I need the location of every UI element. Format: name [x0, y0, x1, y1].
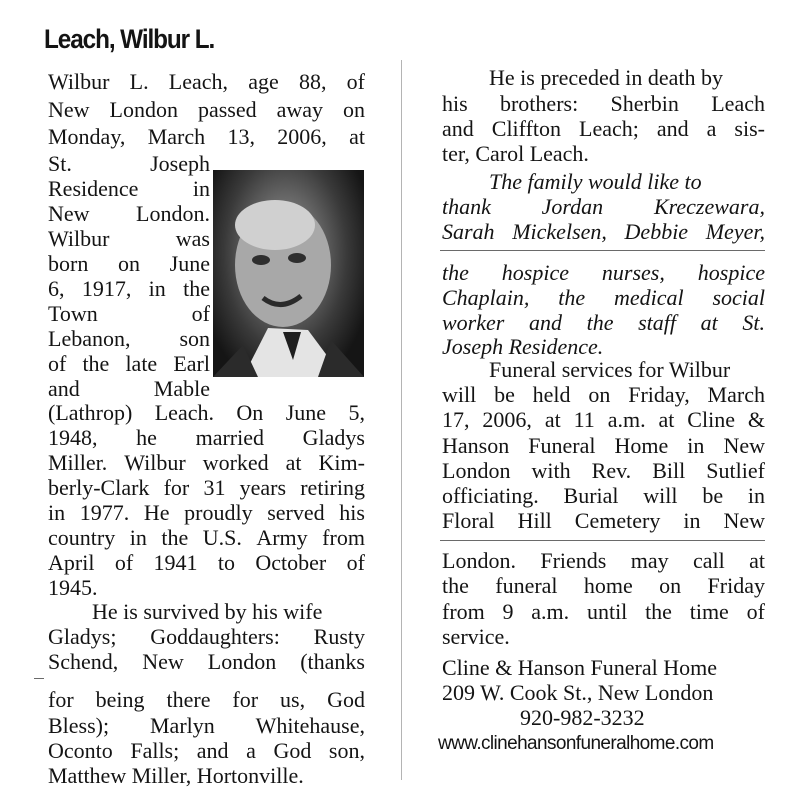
text-line: Town of — [48, 301, 210, 326]
text-line: of the late Earl — [48, 351, 210, 376]
text-line: New London passed away on — [48, 97, 365, 122]
text-line: Bless); Marlyn Whitehause, — [48, 713, 365, 738]
text-line: He is preceded in death by — [489, 65, 723, 90]
text-line: 17, 2006, at 11 a.m. at Cline & — [442, 407, 765, 432]
text-line: Funeral services for Wilbur — [489, 357, 731, 382]
text-line: 1948, he married Gladys — [48, 425, 365, 450]
text-line: the hospice nurses, hospice — [442, 260, 765, 285]
text-line: 1945. — [48, 575, 98, 600]
column-break-mark — [34, 678, 44, 679]
column-break-rule — [440, 540, 765, 541]
text-line: for being there for us, God — [48, 687, 365, 712]
funeral-home-address: 209 W. Cook St., New London — [442, 680, 714, 705]
funeral-home-website: www.clinehansonfuneralhome.com — [438, 733, 714, 754]
text-line: and Mable — [48, 376, 210, 401]
text-line: London. Friends may call at — [442, 548, 765, 573]
obituary-heading: Leach, Wilbur L. — [44, 24, 215, 54]
text-line: Residence in — [48, 176, 210, 201]
text-line: St. Joseph — [48, 151, 210, 176]
text-line: service. — [442, 624, 510, 649]
text-line: Schend, New London (thanks — [48, 649, 365, 674]
text-line: Hanson Funeral Home in New — [442, 433, 765, 458]
text-line: Joseph Residence. — [442, 334, 604, 359]
text-line: ter, Carol Leach. — [442, 141, 589, 166]
text-line: berly-Clark for 31 years retiring — [48, 475, 365, 500]
column-divider — [401, 60, 402, 780]
text-line: Floral Hill Cemetery in New — [442, 508, 765, 533]
text-line: thank Jordan Kreczewara, — [442, 194, 765, 219]
text-line: Lebanon, son — [48, 326, 210, 351]
text-line: Chaplain, the medical social — [442, 285, 765, 310]
column-break-rule — [440, 250, 765, 251]
funeral-home-phone: 920-982-3232 — [520, 705, 645, 730]
text-line: the funeral home on Friday — [442, 573, 765, 598]
text-line: The family would like to — [489, 169, 702, 194]
portrait-photo — [213, 170, 364, 377]
text-line: April of 1941 to October of — [48, 550, 365, 575]
text-line: country in the U.S. Army from — [48, 525, 365, 550]
text-line: worker and the staff at St. — [442, 310, 765, 335]
text-line: Miller. Wilbur worked at Kim- — [48, 450, 365, 475]
text-line: Oconto Falls; and a God son, — [48, 738, 365, 763]
text-line: London with Rev. Bill Sutlief — [442, 458, 765, 483]
text-line: Matthew Miller, Hortonville. — [48, 763, 304, 788]
text-line: born on June — [48, 251, 210, 276]
text-line: (Lathrop) Leach. On June 5, — [48, 400, 365, 425]
text-line: Sarah Mickelsen, Debbie Meyer, — [442, 219, 765, 244]
text-line: Wilbur L. Leach, age 88, of — [48, 69, 365, 94]
text-line: from 9 a.m. until the time of — [442, 599, 765, 624]
text-line: his brothers: Sherbin Leach — [442, 91, 765, 116]
text-line: Wilbur was — [48, 226, 210, 251]
text-line: officiating. Burial will be in — [442, 483, 765, 508]
text-line: Monday, March 13, 2006, at — [48, 124, 365, 149]
text-line: in 1977. He proudly served his — [48, 500, 365, 525]
text-line: will be held on Friday, March — [442, 382, 765, 407]
text-line: Gladys; Goddaughters: Rusty — [48, 624, 365, 649]
text-line: and Cliffton Leach; and a sis- — [442, 116, 765, 141]
funeral-home-name: Cline & Hanson Funeral Home — [442, 655, 717, 680]
text-line: 6, 1917, in the — [48, 276, 210, 301]
text-line: New London. — [48, 201, 210, 226]
text-line: He is survived by his wife — [92, 599, 323, 624]
